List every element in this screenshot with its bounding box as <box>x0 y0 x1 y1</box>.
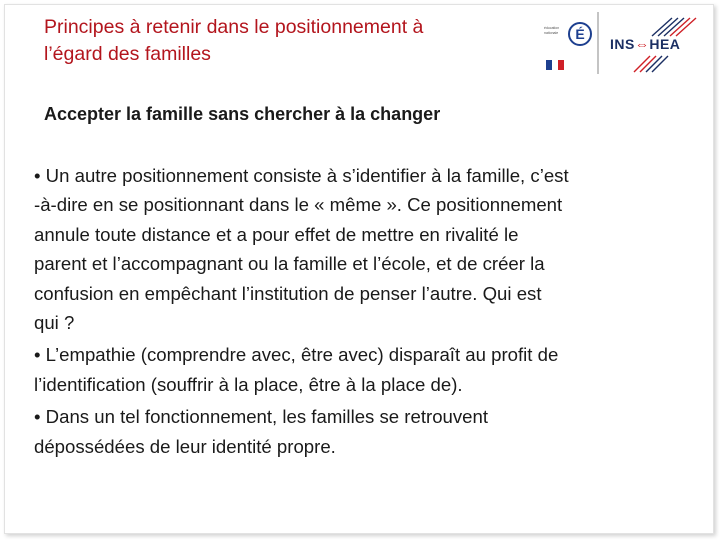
title-line: l’égard des familles <box>44 43 211 65</box>
logo-divider <box>597 12 599 74</box>
text-line: • Un autre positionnement consiste à s’identifier à la famille, c’est <box>34 165 569 186</box>
text-line: qui ? <box>34 312 75 334</box>
text-line: • Dans un tel fonctionnement, les familles se retrouvent <box>34 406 489 428</box>
inshea-wordmark <box>610 36 680 52</box>
bullet-paragraph <box>34 340 684 399</box>
slide-body <box>34 161 684 461</box>
bullet-paragraph <box>34 161 684 337</box>
slide-subtitle: Accepter la famille sans chercher à la changer <box>44 104 441 124</box>
ministry-logo-text: éducation nationale <box>544 26 560 35</box>
inshea-stripes-icon <box>648 14 708 38</box>
french-flag-icon <box>546 60 564 70</box>
text-line: confusion en empêchant l’institution de penser l’autre. Qui est <box>34 282 542 304</box>
inshea-right-text: HEA <box>649 36 681 52</box>
title-line: Principes à retenir dans le positionnement à <box>44 16 424 38</box>
inshea-lower-stripes-icon <box>630 54 690 74</box>
inshea-arrow-icon: ⇔ <box>634 36 650 52</box>
ministry-e-icon: É <box>568 22 592 46</box>
bullet-paragraph <box>34 402 684 461</box>
ministere-education-logo <box>544 18 594 72</box>
text-line: • L’empathie (comprendre avec, être avec) disparaît au profit de <box>34 344 559 366</box>
inshea-logo <box>610 14 710 72</box>
text-line: parent et l’accompagnant ou la famille et l’école, et de créer la <box>34 253 545 275</box>
inshea-left-text: INS <box>610 36 635 52</box>
text-line: l’identification (souffrir à la place, être à la place de). <box>34 373 463 395</box>
text-line: dépossédées de leur identité propre. <box>34 435 336 457</box>
text-line: -à-dire en se positionnant dans le « même ». Ce positionnement <box>34 194 563 216</box>
slide-title <box>44 14 514 68</box>
text-line: annule toute distance et a pour effet de mettre en rivalité le <box>34 223 519 245</box>
